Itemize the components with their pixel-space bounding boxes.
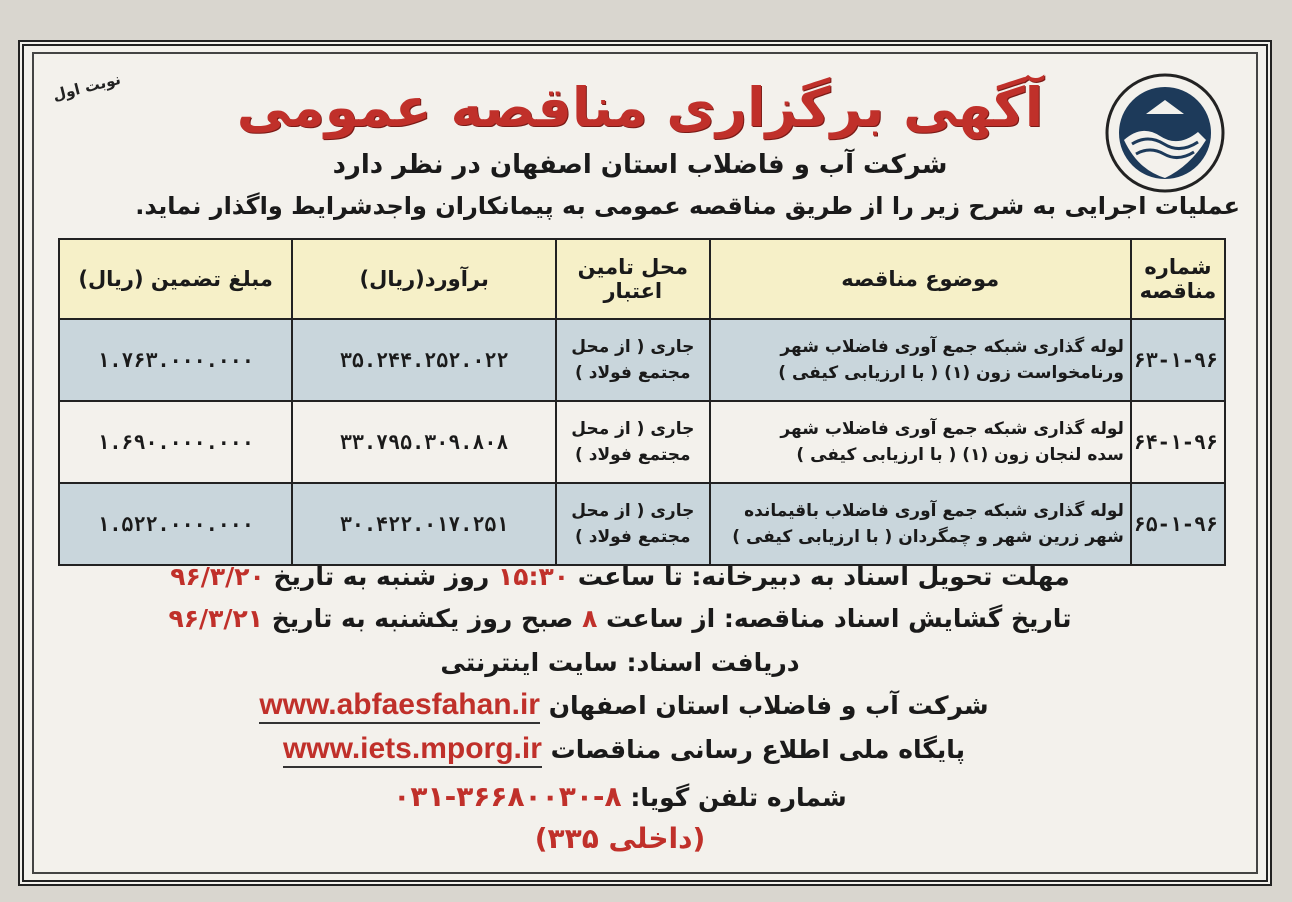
tender-number: ۶۵-۱-۹۶ xyxy=(1131,483,1225,565)
deadline-day: روز شنبه به تاریخ xyxy=(273,562,490,591)
tender-estimate: ۳۳.۷۹۵.۳۰۹.۸۰۸ xyxy=(292,401,556,483)
phone-label: شماره تلفن گویا: xyxy=(630,783,847,812)
header-funding: محل تامین اعتبار xyxy=(556,239,709,319)
phone-ext-line xyxy=(60,822,1180,855)
tender-estimate: ۳۰.۴۲۲.۰۱۷.۲۵۱ xyxy=(292,483,556,565)
tender-subject xyxy=(710,319,1131,401)
phone-number: ۰۳۱-۳۶۶۸۰۰۳۰-۸ xyxy=(393,780,622,813)
tender-subject-line: شهر زرین شهر و چمگردان ( با ارزیابی کیفی ) xyxy=(732,527,1124,547)
table-row xyxy=(59,483,1225,565)
site2-link[interactable]: www.iets.mporg.ir xyxy=(283,732,542,768)
opening-date: ۹۶/۳/۲۱ xyxy=(168,604,264,633)
opening-line xyxy=(60,604,1180,633)
tender-funding-line: مجتمع فولاد ) xyxy=(575,527,691,547)
tender-guarantee: ۱.۷۶۳.۰۰۰.۰۰۰ xyxy=(59,319,292,401)
round-tag: نوبت اول xyxy=(50,69,123,105)
table-row xyxy=(59,401,1225,483)
notice-subtitle: شرکت آب و فاضلاب استان اصفهان در نظر دارد xyxy=(332,150,948,180)
tender-table xyxy=(58,238,1226,566)
opening-time: ۸ xyxy=(582,604,598,633)
tender-funding-line: جاری ( از محل xyxy=(571,501,695,521)
tender-subject xyxy=(710,401,1131,483)
table-header-row xyxy=(59,239,1225,319)
site1-line xyxy=(60,688,1180,724)
deadline-line xyxy=(60,562,1180,591)
header-estimate: برآورد(ریال) xyxy=(292,239,556,319)
site2-line xyxy=(60,732,1180,768)
tender-subject-line: لوله گذاری شبکه جمع آوری فاضلاب شهر xyxy=(780,419,1124,439)
tender-subject-line: لوله گذاری شبکه جمع آوری فاضلاب شهر xyxy=(780,337,1124,357)
site2-label: پایگاه ملی اطلاع رسانی مناقصات xyxy=(550,735,966,764)
tender-subject-line: سده لنجان زون (۱) ( با ارزیابی کیفی ) xyxy=(796,445,1124,465)
phone-line xyxy=(60,780,1180,813)
tender-funding-line: مجتمع فولاد ) xyxy=(575,445,691,465)
site1-link[interactable]: www.abfaesfahan.ir xyxy=(259,688,540,724)
opening-day: صبح روز یکشنبه به تاریخ xyxy=(271,604,574,633)
header-guarantee: مبلغ تضمین (ریال) xyxy=(59,239,292,319)
deadline-label: مهلت تحویل اسناد به دبیرخانه: تا ساعت xyxy=(577,562,1070,591)
tender-estimate: ۳۵.۲۴۴.۲۵۲.۰۲۲ xyxy=(292,319,556,401)
notice-intro: عملیات اجرایی به شرح زیر را از طریق مناقصه عمومی به پیمانکاران واجدشرایط واگذار نماید. xyxy=(135,192,1240,220)
deadline-time: ۱۵:۳۰ xyxy=(497,562,570,591)
tender-number: ۶۴-۱-۹۶ xyxy=(1131,401,1225,483)
tender-guarantee: ۱.۵۲۲.۰۰۰.۰۰۰ xyxy=(59,483,292,565)
receive-docs-line: دریافت اسناد: سایت اینترنتی xyxy=(440,648,800,677)
header-tender-number: شماره مناقصه xyxy=(1131,239,1225,319)
tender-funding-line: جاری ( از محل xyxy=(571,337,695,357)
opening-label: تاریخ گشایش اسناد مناقصه: از ساعت xyxy=(606,604,1072,633)
tender-subject-line: ورنامخواست زون (۱) ( با ارزیابی کیفی ) xyxy=(778,363,1124,383)
header-subject: موضوع مناقصه xyxy=(710,239,1131,319)
tender-funding-line: جاری ( از محل xyxy=(571,419,695,439)
tender-subject-line: لوله گذاری شبکه جمع آوری فاضلاب باقیمانده xyxy=(744,501,1124,521)
tender-funding xyxy=(556,401,709,483)
tender-funding xyxy=(556,319,709,401)
tender-guarantee: ۱.۶۹۰.۰۰۰.۰۰۰ xyxy=(59,401,292,483)
phone-extension: (داخلی ۳۳۵) xyxy=(534,822,706,855)
site1-label: شرکت آب و فاضلاب استان اصفهان xyxy=(548,691,989,720)
tender-funding-line: مجتمع فولاد ) xyxy=(575,363,691,383)
water-company-logo-icon xyxy=(1102,70,1228,196)
tender-funding xyxy=(556,483,709,565)
deadline-date: ۹۶/۳/۲۰ xyxy=(170,562,265,591)
table-row xyxy=(59,319,1225,401)
notice-title: آگهی برگزاری مناقصه عمومی xyxy=(236,76,1044,139)
tender-number: ۶۳-۱-۹۶ xyxy=(1131,319,1225,401)
tender-subject xyxy=(710,483,1131,565)
